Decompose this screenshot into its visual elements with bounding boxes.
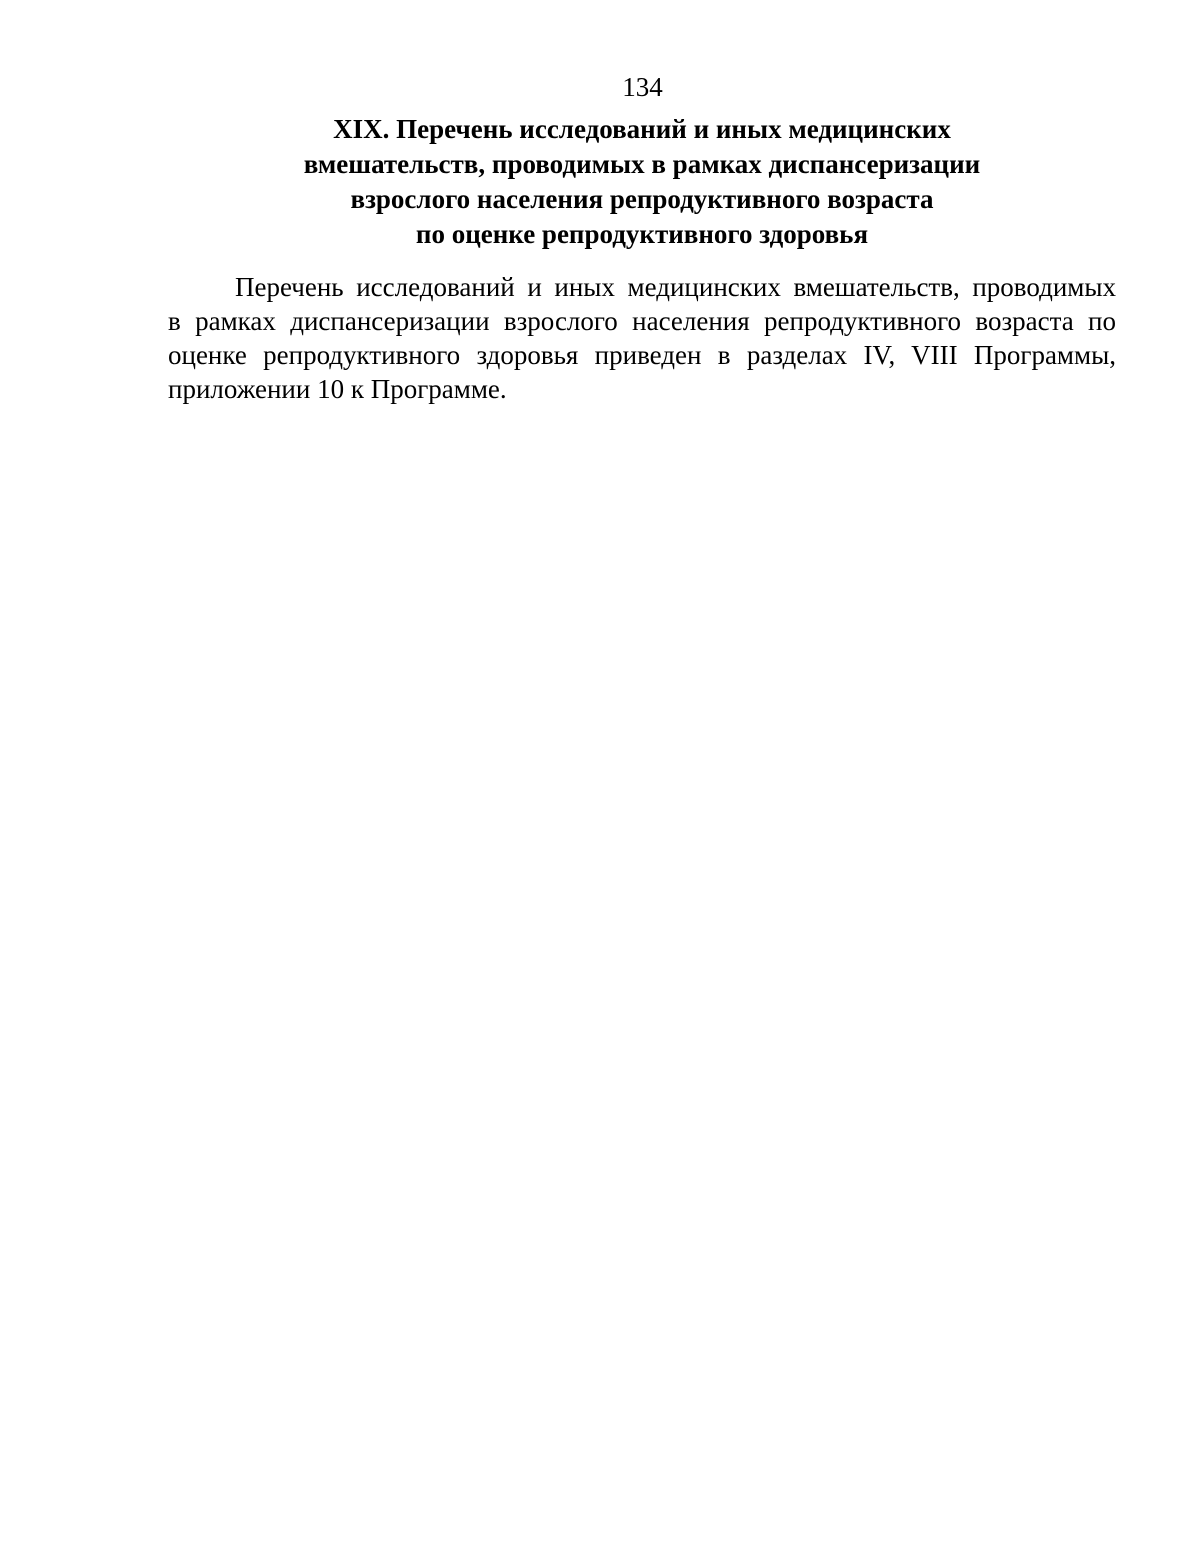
paragraph-line: Перечень исследований и иных медицинских вмешательств, проводимых [235,272,1116,302]
section-title-line: вмешательств, проводимых в рамках диспансеризации [303,149,981,179]
paragraph-line: приложении 10 к Программе. [168,374,507,404]
section-title [170,112,1114,252]
body-paragraph [168,270,1116,406]
paragraph-line: в рамках диспансеризации взрослого населения репродуктивного возраста по [168,306,1116,336]
page-number: 134 [622,72,663,102]
section-title-line: по оценке репродуктивного здоровья [415,219,869,249]
paragraph-line: оценке репродуктивного здоровья приведен в разделах IV, VIII Программы, [168,340,1116,370]
section-title-line: XIX. Перечень исследований и иных медицинских [333,114,951,144]
section-title-line: взрослого населения репродуктивного возраста [350,184,934,214]
